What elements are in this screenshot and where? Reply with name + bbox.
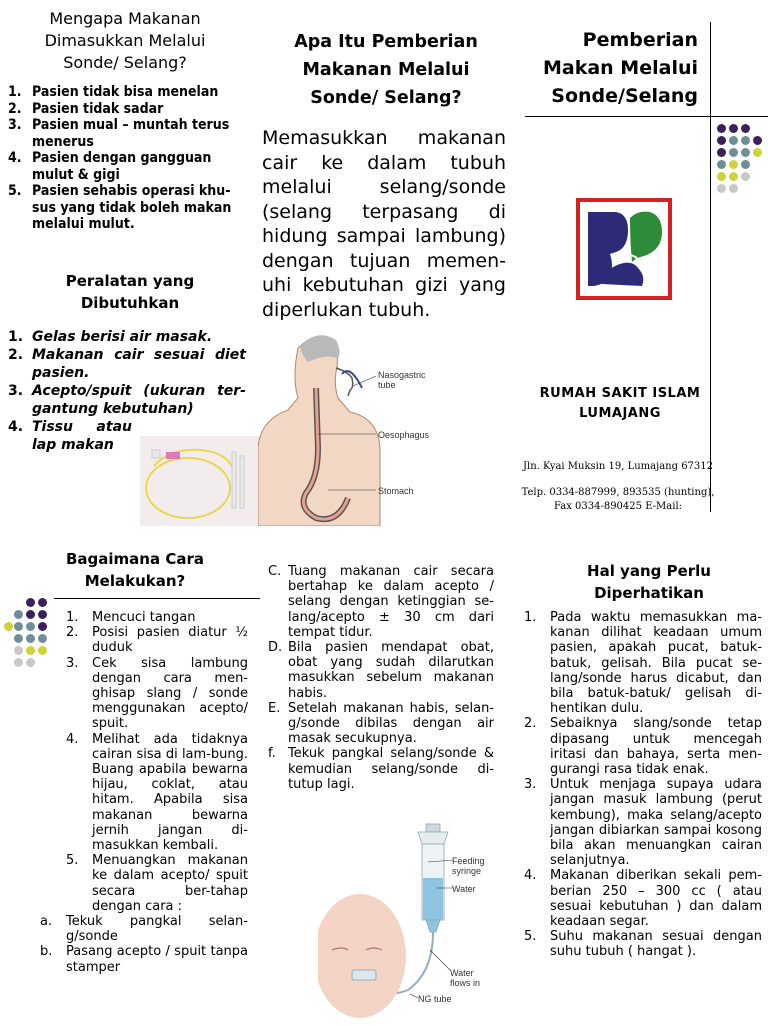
how-continued-list: [268, 564, 494, 792]
ng-tube-diagram: [258, 328, 438, 526]
list-item: a. Tekuk pangkal selan-g/sonde: [40, 914, 248, 945]
feeding-syringe-label: Feeding syringe: [452, 856, 485, 876]
list-item: E. Setelah makanan habis, selan-g/sonde dibilas dengan air masak secukupnya.: [268, 700, 494, 747]
list-item: 4. Tissu atau lap makan: [8, 419, 132, 453]
list-item: 2. Posisi pasien diatur ½ duduk: [66, 625, 248, 656]
list-item: 3. Pasien mual – muntah terus menerus: [8, 117, 230, 150]
what-title: Apa Itu Pemberian Makanan Melalui Sonde/ Selang?: [294, 32, 478, 108]
list-item: f. Tekuk pangkal selang/sonde & kemudian selang/sonde di-tutup lagi.: [268, 746, 494, 792]
list-item: 1. Mencuci tangan: [66, 610, 196, 625]
list-item: 1. Pada waktu memasukkan ma-kanan dilihat keadaan umum pasien, apakah pucat, batuk-batuk, gelisah. Bila pucat se-lang/sonde harus dicabut, dan bila batuk-batuk/ gelisah di-hentikan dulu.: [524, 610, 762, 717]
hospital-logo: [576, 198, 672, 300]
stomach-label: Stomach: [378, 486, 414, 496]
cover-vertical-rule: [710, 22, 711, 512]
list-item: 4. Melihat ada tidaknya cairan sisa di lam-bung. Buang apabila bewarna hijau, coklat, atau hitam. Apabila sisa makanan bewarna jernih jangan di-masukkan kembali.: [66, 731, 248, 854]
list-item: D. Bila pasien mendapat obat, obat yang sudah dilarutkan masukkan sebelum makanan habis.: [268, 640, 494, 701]
hospital-contact: Telp. 0334-887999, 893535 (hunting), Fax 0334-890425 E-Mail:: [521, 487, 715, 512]
cover-horizontal-rule: [525, 116, 768, 117]
how-title-rule: [54, 598, 260, 599]
notes-list: [524, 610, 762, 960]
water-flows-label: Water flows in: [450, 968, 481, 988]
list-item: 2. Pasien tidak sadar: [8, 100, 164, 117]
list-item: 4. Pasien dengan gangguan mulut & gigi: [8, 150, 212, 183]
water-label: Water: [452, 884, 476, 894]
oesophagus-label: Oesophagus: [378, 430, 430, 440]
list-item: 5. Suhu makanan sesuai dengan suhu tubuh ( hangat ).: [524, 929, 762, 960]
what-body: Memasukkan makanan cair ke dalam tubuh melalui selang/sonde (selang terpasang di hidung sampai lambung) dengan tujuan memen-uhi kebutuhan gizi yang diperlukan tubuh.: [262, 127, 506, 321]
notes-title: Hal yang Perlu Diperhatikan: [587, 562, 711, 602]
hospital-name: RUMAH SAKIT ISLAM LUMAJANG: [539, 386, 701, 421]
how-list: [40, 610, 248, 975]
ng-tube-label: Nasogastric tube: [378, 370, 426, 390]
list-item: 2. Sebaiknya slang/sonde tetap dipasang untuk mencegah iritasi dan bahaya, serta men-gurangi rasa tidak enak.: [524, 716, 762, 778]
decorative-dots-top: [713, 124, 768, 204]
ng-tube-baby-label: NG tube: [418, 994, 452, 1004]
baby-feeding-diagram: [318, 822, 486, 1022]
why-list: [6, 84, 246, 233]
list-item: 5. Menuangkan makanan ke dalam acepto/ spuit secara ber-tahap dengan cara :: [66, 853, 248, 914]
list-item: 3. Cek sisa lambung dengan cara men-ghisap slang / sonde menggunakan acepto/ spuit.: [66, 655, 248, 732]
list-item: 2. Makanan cair sesuai diet pasien.: [8, 347, 246, 381]
how-title: Bagaimana Cara Melakukan?: [66, 550, 204, 590]
list-item: 3. Acepto/spuit (ukuran ter-gantung kebutuhan): [8, 383, 246, 417]
tools-title: Peralatan yang Dibutuhkan: [65, 272, 195, 312]
feeding-tube-photo: [140, 436, 260, 526]
why-title: Mengapa Makanan Dimasukkan Melalui Sonde/ Selang?: [44, 9, 206, 72]
cover-title: Pemberian Makan Melalui Sonde/Selang: [542, 29, 698, 107]
list-item: 4. Makanan diberikan sekali pem-berian 250 – 300 cc ( atau sesuai kebutuhan ) dan dalam keadaan segar.: [524, 868, 762, 930]
hospital-address: Jln. Kyai Muksin 19, Lumajang 67312: [522, 461, 713, 472]
list-item: b. Pasang acepto / spuit tanpa stamper: [40, 944, 248, 975]
list-item: 5. Pasien sehabis operasi khu-sus yang tidak boleh makan melalui mulut.: [8, 183, 232, 232]
list-item: 1. Gelas berisi air masak.: [8, 329, 213, 345]
list-item: 1. Pasien tidak bisa menelan: [8, 84, 219, 100]
list-item: 3. Untuk menjaga supaya udara jangan masuk lambung (perut kembung), maka selang/acepto jangan dibiarkan sampai kosong bila akan menuangkan cairan selanjutnya.: [524, 777, 762, 869]
list-item: C. Tuang makanan cair secara bertahap ke dalam acepto / selang dengan ketinggian se-lang/acepto ± 30 cm dari tempat tidur.: [268, 564, 494, 640]
decorative-dots-bottom: [4, 598, 60, 678]
